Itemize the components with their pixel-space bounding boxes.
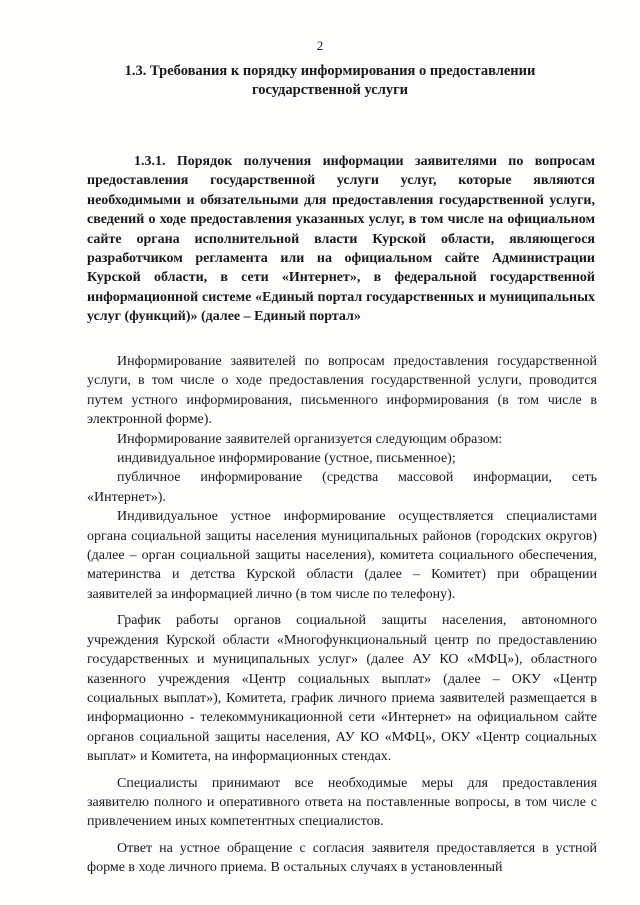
body-text <box>87 352 597 878</box>
paragraph: Информирование заявителей организуется следующим образом: <box>117 431 503 447</box>
paragraph: График работы органов социальной защиты населения, автономного учреждения Курской области «Многофункциональный центр по предоставлению государственных и муниципальных услуг» (далее АУ КО «МФЦ»), областного казенного учреждения «Центр социальных выплат» (далее – ОКУ «Центр социальных выплат»), Комитета, график личного приема заявителей размещается в информационно - телекоммуникационной сети «Интернет» на официальном сайте органов социальной защиты населения, АУ КО «МФЦ», ОКУ «Центр социальных выплат» и Комитета, на информационных стендах. <box>87 613 597 765</box>
section-title-line-2: государственной услуги <box>251 82 409 98</box>
paragraph: Специалисты принимают все необходимые меры для предоставления заявителю полного и оперативного ответа на поставленные вопросы, в том числе с привлечением иных компетентных специалистов. <box>87 775 597 830</box>
paragraph: Информирование заявителей по вопросам предоставления государственной услуги, в том числе о ходе предоставления государственной услуги, проводится путем устного информирования, письменного информирования (в том числе в электронной форме). <box>87 354 597 428</box>
page-number: 2 <box>316 38 324 53</box>
paragraph: индивидуальное информирование (устное, письменное); <box>117 451 456 467</box>
paragraph: Индивидуальное устное информирование осуществляется специалистами органа социальной защиты населения муниципальных районов (городских округов) (далее – орган социальной защиты населения), комитета социального обеспечения, материнства и детства Курской области (далее – Комитет) при обращении заявителей за информацией лично (в том числе по телефону). <box>87 509 597 602</box>
paragraph: Ответ на устное обращение с согласия заявителя предоставляется в устной форме в ходе личного приема. В остальных случаях в установленный <box>87 840 597 876</box>
section-title-line-1: 1.3. Требования к порядку информирования о предоставлении <box>124 63 536 79</box>
section-title <box>110 62 550 100</box>
subsection-heading: 1.3.1. Порядок получения информации заявителями по вопросам предоставления государственной услуги услуг, которые являются необходимыми и обязательными для предоставления государственной услуги, сведений о ходе предоставления указанных услуг, в том числе на официальном сайте органа исполнительной власти Курской области, являющегося разработчиком регламента или на официальном сайте Администрации Курской области, в сети «Интернет», в федеральной государственной информационной системе «Единый портал государственных и муниципальных услуг (функций)» (далее – Единый портал» <box>87 154 595 325</box>
paragraph: публичное информирование (средства массовой информации, сеть «Интернет»). <box>87 470 597 505</box>
